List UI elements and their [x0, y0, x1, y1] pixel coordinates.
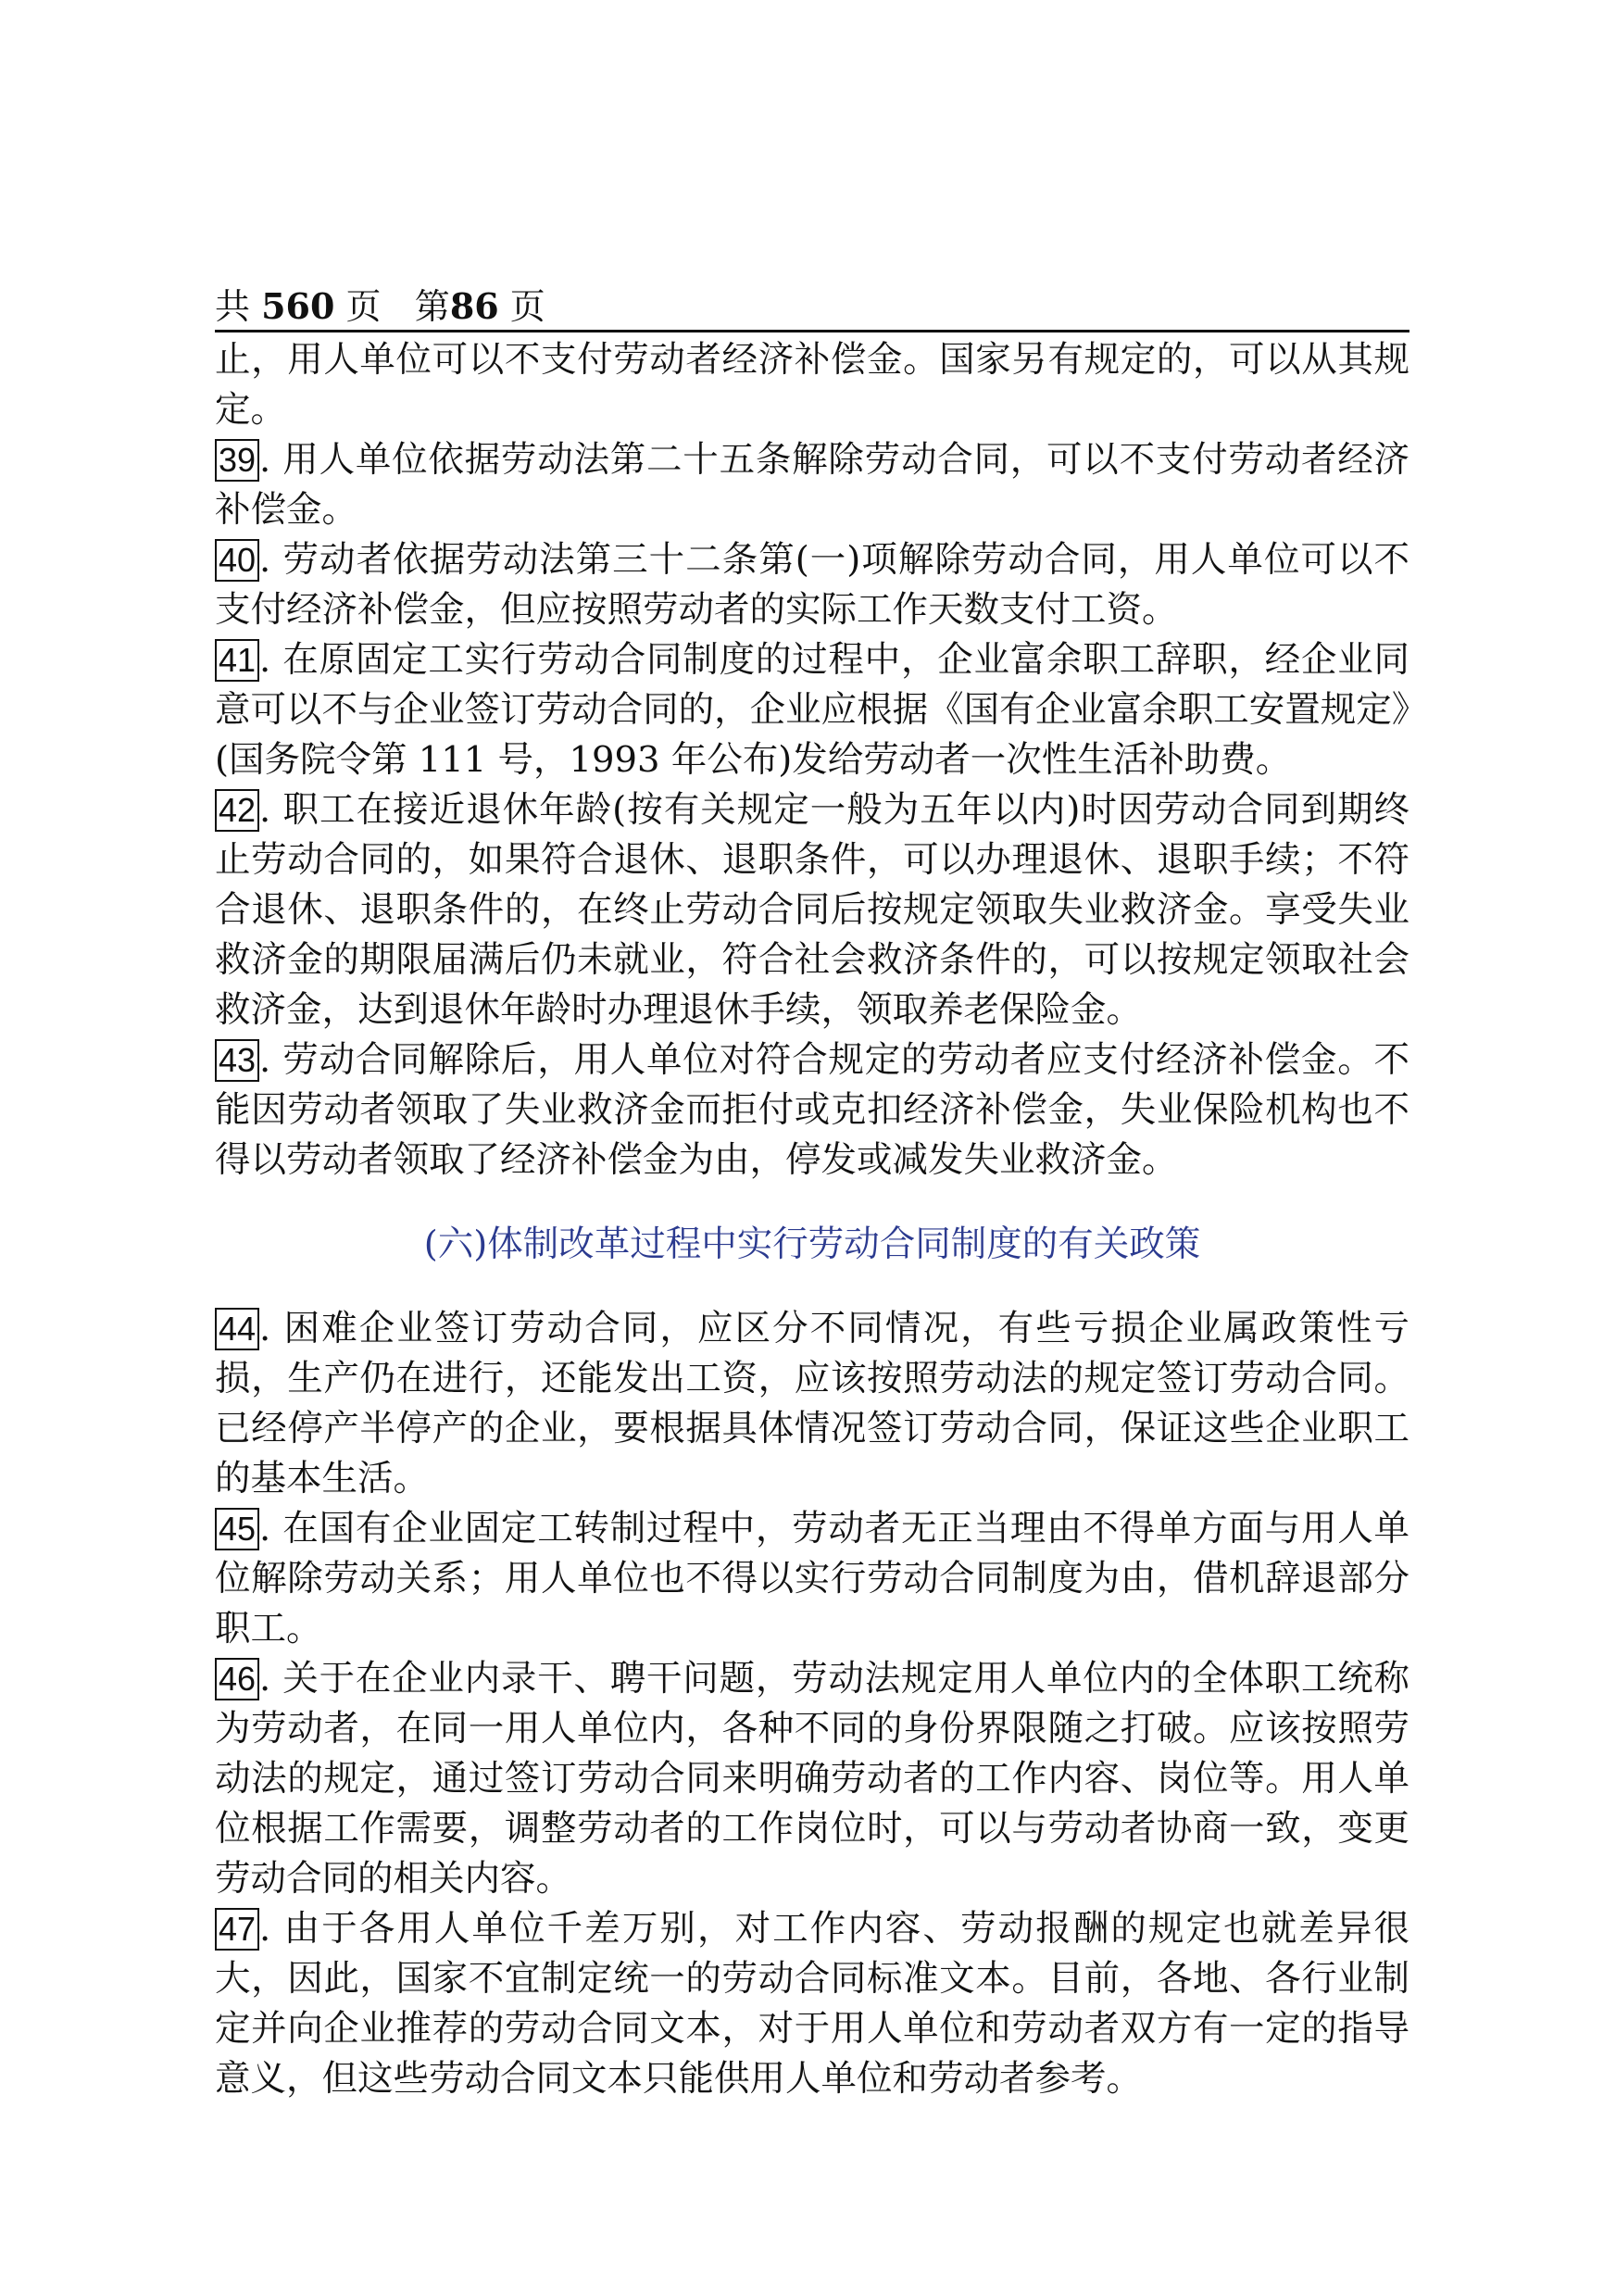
current-page-suffix: 页 — [509, 286, 545, 327]
article-text: . 关于在企业内录干、聘干问题，劳动法规定用人单位内的全体职工统称为劳动者，在同一用人单位内，各种不同的身份界限随之打破。应该按照劳动法的规定，通过签订劳动合同来明确劳动者的工作内容、岗位等。用人单位根据工作需要，调整劳动者的工作岗位时，可以与劳动者协商一致，变更劳动合同的相关内容。 — [215, 1658, 1409, 1900]
article-number: 47 — [215, 1908, 259, 1951]
article-40 — [215, 535, 1409, 635]
article-number: 39 — [215, 439, 259, 482]
article-number: 41 — [215, 639, 259, 682]
total-pages-suffix: 页 — [345, 286, 382, 327]
article-42 — [215, 785, 1409, 1035]
article-number: 46 — [215, 1658, 259, 1700]
article-number: 45 — [215, 1508, 259, 1550]
article-text: . 劳动者依据劳动法第三十二条第(一)项解除劳动合同，用人单位可以不支付经济补偿金，但应按照劳动者的实际工作天数支付工资。 — [215, 539, 1409, 631]
page-header — [215, 283, 1409, 332]
article-text: . 在国有企业固定工转制过程中，劳动者无正当理由不得单方面与用人单位解除劳动关系；用人单位也不得以实行劳动合同制度为由，借机辞退部分职工。 — [215, 1508, 1409, 1650]
current-page-prefix: 第 — [414, 286, 450, 327]
article-43 — [215, 1035, 1409, 1186]
total-pages: 560 — [261, 285, 335, 327]
current-page: 86 — [449, 285, 499, 327]
article-text: . 职工在接近退休年龄(按有关规定一般为五年以内)时因劳动合同到期终止劳动合同的，如果符合退休、退职条件，可以办理退休、退职手续；不符合退休、退职条件的，在终止劳动合同后按规定领取失业救济金。享受失业救济金的期限届满后仍未就业，符合社会救济条件的，可以按规定领取社会救济金，达到退休年龄时办理退休手续，领取养老保险金。 — [215, 789, 1409, 1031]
article-44 — [215, 1304, 1409, 1504]
article-41 — [215, 635, 1409, 785]
article-text: . 在原固定工实行劳动合同制度的过程中，企业富余职工辞职，经企业同意可以不与企业签订劳动合同的，企业应根据《国有企业富余职工安置规定》(国务院令第 111 号，1993 年公布)发给劳动者一次性生活补助费。 — [215, 639, 1409, 781]
article-number: 42 — [215, 789, 259, 832]
article-46 — [215, 1654, 1409, 1904]
section-heading: (六)体制改革过程中实行劳动合同制度的有关政策 — [423, 1223, 1201, 1265]
total-pages-prefix: 共 — [215, 286, 251, 327]
article-39 — [215, 435, 1409, 535]
article-number: 40 — [215, 539, 259, 582]
article-number: 43 — [215, 1039, 259, 1082]
article-text: . 劳动合同解除后，用人单位对符合规定的劳动者应支付经济补偿金。不能因劳动者领取了失业救济金而拒付或克扣经济补偿金，失业保险机构也不得以劳动者领取了经济补偿金为由，停发或减发失业救济金。 — [215, 1039, 1409, 1181]
article-text: . 由于各用人单位千差万别，对工作内容、劳动报酬的规定也就差异很大，因此，国家不宜制定统一的劳动合同标准文本。目前，各地、各行业制定并向企业推荐的劳动合同文本，对于用人单位和劳动者双方有一定的指导意义，但这些劳动合同文本只能供用人单位和劳动者参考。 — [215, 1908, 1409, 2100]
article-47 — [215, 1904, 1409, 2104]
paragraph-continued — [215, 335, 1409, 435]
article-text: . 用人单位依据劳动法第二十五条解除劳动合同，可以不支付劳动者经济补偿金。 — [215, 439, 1409, 531]
article-number: 44 — [215, 1308, 259, 1350]
article-45 — [215, 1504, 1409, 1654]
article-text: . 困难企业签订劳动合同，应区分不同情况，有些亏损企业属政策性亏损，生产仍在进行，还能发出工资，应该按照劳动法的规定签订劳动合同。已经停产半停产的企业，要根据具体情况签订劳动合同，保证这些企业职工的基本生活。 — [215, 1308, 1409, 1499]
document-body — [215, 335, 1409, 2104]
paragraph-text: 止，用人单位可以不支付劳动者经济补偿金。国家另有规定的，可以从其规定。 — [215, 339, 1409, 431]
